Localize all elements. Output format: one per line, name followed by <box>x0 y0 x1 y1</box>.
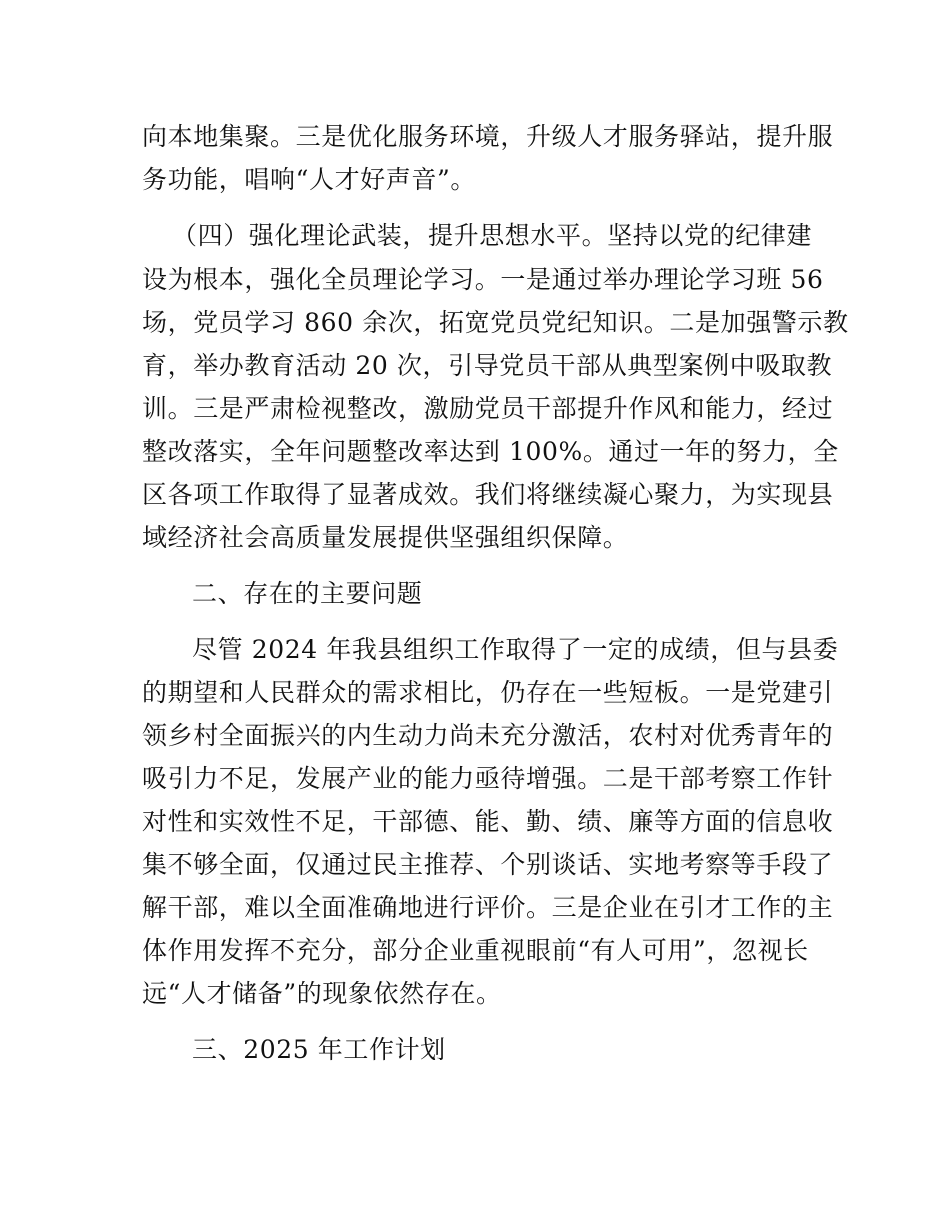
paragraph-line: 的期望和人民群众的需求相比，仍存在一些短板。一是党建引 <box>142 678 834 707</box>
paragraph-line: 吸引力不足，发展产业的能力亟待增强。二是干部考察工作针 <box>142 764 834 793</box>
paragraph-line: 远“人才储备”的现象依然存在。 <box>142 979 502 1008</box>
paragraph-line: 设为根本，强化全员理论学习。一是通过举办理论学习班 56 <box>142 265 824 294</box>
paragraph-line: 整改落实，全年问题整改率达到 100%。通过一年的努力，全 <box>142 437 839 466</box>
paragraph-line: 领乡村全面振兴的内生动力尚未充分激活，农村对优秀青年的 <box>142 721 834 750</box>
paragraph-line: 育，举办教育活动 20 次，引导党员干部从典型案例中吸取教 <box>142 351 833 380</box>
paragraph-line: 集不够全面，仅通过民主推荐、个别谈话、实地考察等手段了 <box>142 850 834 879</box>
paragraph-line: 域经济社会高质量发展提供坚强组织保障。 <box>142 523 629 552</box>
paragraph-line: 务功能，唱响“人才好声音”。 <box>142 165 476 194</box>
section-title: 三、2025 年工作计划 <box>192 1035 446 1064</box>
paragraph-line: 体作用发挥不充分，部分企业重视眼前“有人可用”，忽视长 <box>142 936 809 965</box>
section-heading-line: （四）强化理论武装，提升思想水平。坚持以党的纪律建 <box>172 221 813 250</box>
paragraph-line: 场，党员学习 860 余次，拓宽党员党纪知识。二是加强警示教 <box>142 308 849 337</box>
section-title: 二、存在的主要问题 <box>192 579 423 608</box>
paragraph-line: 尽管 2024 年我县组织工作取得了一定的成绩，但与县委 <box>192 635 839 664</box>
paragraph-line: 对性和实效性不足，干部德、能、勤、绩、廉等方面的信息收 <box>142 807 834 836</box>
paragraph-line: 向本地集聚。三是优化服务环境，升级人才服务驿站，提升服 <box>142 122 834 151</box>
paragraph-line: 训。三是严肃检视整改，激励党员干部提升作风和能力，经过 <box>142 394 834 423</box>
paragraph-line: 区各项工作取得了显著成效。我们将继续凝心聚力，为实现县 <box>142 480 834 509</box>
paragraph-line: 解干部，难以全面准确地进行评价。三是企业在引才工作的主 <box>142 893 834 922</box>
